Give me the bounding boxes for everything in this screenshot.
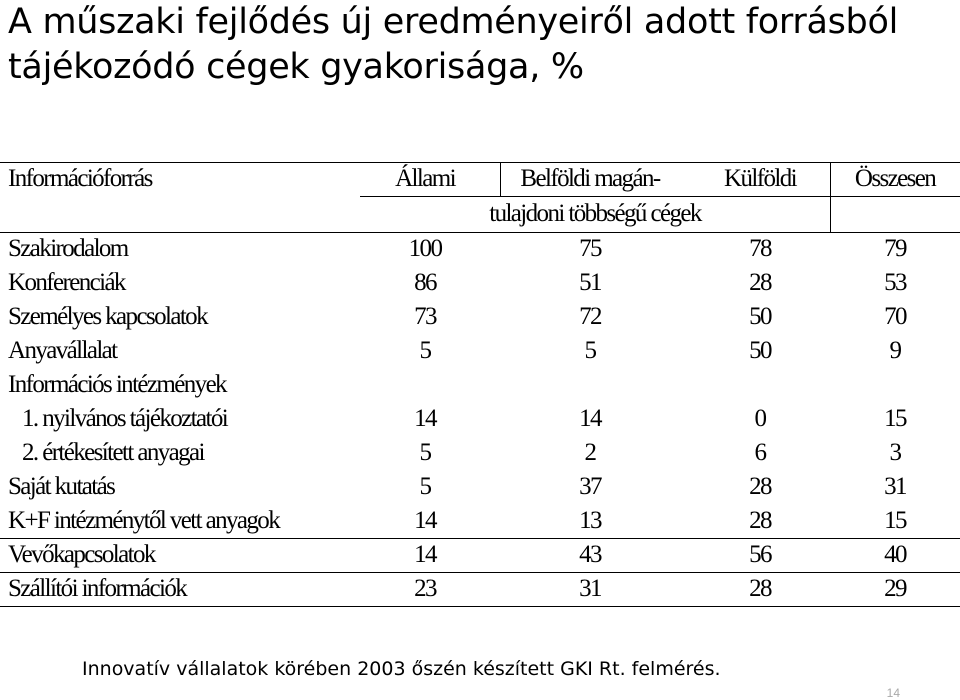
cell-total: 70: [884, 303, 906, 330]
header-source: Információforrás: [8, 165, 152, 192]
table-row: [0, 538, 960, 572]
table-row: [0, 266, 960, 300]
cell-state: 5: [419, 439, 431, 466]
page-number: 14: [886, 686, 900, 700]
table-header-row: [0, 162, 960, 196]
row-label: Vevőkapcsolatok: [8, 541, 155, 568]
row-label: Szállítói információk: [8, 575, 187, 602]
cell-domestic: 75: [579, 235, 601, 262]
cell-foreign: 28: [749, 269, 771, 296]
cell-total: 15: [884, 405, 906, 432]
table-row: [0, 334, 960, 368]
cell-foreign: 6: [754, 439, 766, 466]
row-rule: [0, 538, 960, 539]
cell-total: 53: [884, 269, 906, 296]
row-label: Anyavállalat: [8, 337, 117, 364]
cell-state: 73: [414, 303, 436, 330]
cell-total: 9: [889, 337, 901, 364]
cell-foreign: 28: [749, 507, 771, 534]
data-table: [0, 162, 960, 606]
row-label: Szakirodalom: [8, 235, 128, 262]
cell-domestic: 31: [579, 575, 601, 602]
table-row: [0, 232, 960, 266]
row-label: Személyes kapcsolatok: [8, 303, 207, 330]
table-top-rule: [0, 162, 960, 163]
cell-foreign: 28: [749, 473, 771, 500]
cell-domestic: 43: [579, 541, 601, 568]
row-rule: [0, 606, 960, 607]
cell-foreign: 50: [749, 337, 771, 364]
cell-domestic: 14: [579, 405, 601, 432]
cell-domestic: 2: [584, 439, 596, 466]
header-subtitle: tulajdoni többségű cégek: [489, 200, 701, 227]
cell-state: 14: [414, 507, 436, 534]
header-column-rule: [500, 162, 501, 196]
cell-state: 14: [414, 541, 436, 568]
header-column-rule: [830, 162, 831, 232]
row-label: Saját kutatás: [8, 473, 115, 500]
cell-domestic: 72: [579, 303, 601, 330]
header-domestic: Belföldi magán-: [520, 165, 660, 192]
cell-state: 5: [419, 337, 431, 364]
cell-foreign: 28: [749, 575, 771, 602]
cell-state: 14: [414, 405, 436, 432]
header-total: Összesen: [854, 165, 936, 192]
cell-total: 29: [884, 575, 906, 602]
cell-total: 40: [884, 541, 906, 568]
table-row: [0, 436, 960, 470]
row-label: K+F intézménytől vett anyagok: [8, 507, 280, 534]
cell-state: 23: [414, 575, 436, 602]
table-row: [0, 402, 960, 436]
table-subheader-row: [0, 196, 960, 232]
cell-domestic: 5: [584, 337, 596, 364]
row-rule: [0, 572, 960, 573]
cell-domestic: 13: [579, 507, 601, 534]
cell-total: 31: [884, 473, 906, 500]
header-state: Állami: [395, 165, 455, 192]
table-row: [0, 300, 960, 334]
table-row: [0, 572, 960, 606]
row-label: Konferenciák: [8, 269, 125, 296]
row-label: 2. értékesített anyagai: [22, 439, 204, 466]
cell-total: 79: [884, 235, 906, 262]
row-label: 1. nyilvános tájékoztatói: [22, 405, 228, 432]
table-row: [0, 470, 960, 504]
cell-total: 15: [884, 507, 906, 534]
source-note: Innovatív vállalatok körében 2003 őszén készített GKI Rt. felmérés.: [82, 658, 721, 680]
cell-foreign: 0: [754, 405, 766, 432]
cell-state: 86: [414, 269, 436, 296]
cell-foreign: 56: [749, 541, 771, 568]
cell-state: 5: [419, 473, 431, 500]
table-row: [0, 368, 960, 402]
header-divider-rule: [360, 196, 960, 197]
cell-state: 100: [408, 235, 442, 262]
cell-foreign: 78: [749, 235, 771, 262]
cell-domestic: 37: [579, 473, 601, 500]
cell-total: 3: [889, 439, 901, 466]
row-label: Információs intézmények: [8, 371, 226, 398]
cell-foreign: 50: [749, 303, 771, 330]
page-title: A műszaki fejlődés új eredményeiről adott forrásból tájékozódó cégek gyakorisága, %: [8, 2, 899, 87]
header-bottom-rule: [0, 232, 960, 233]
table-row: [0, 504, 960, 538]
cell-domestic: 51: [579, 269, 601, 296]
header-foreign: Külföldi: [724, 165, 796, 192]
